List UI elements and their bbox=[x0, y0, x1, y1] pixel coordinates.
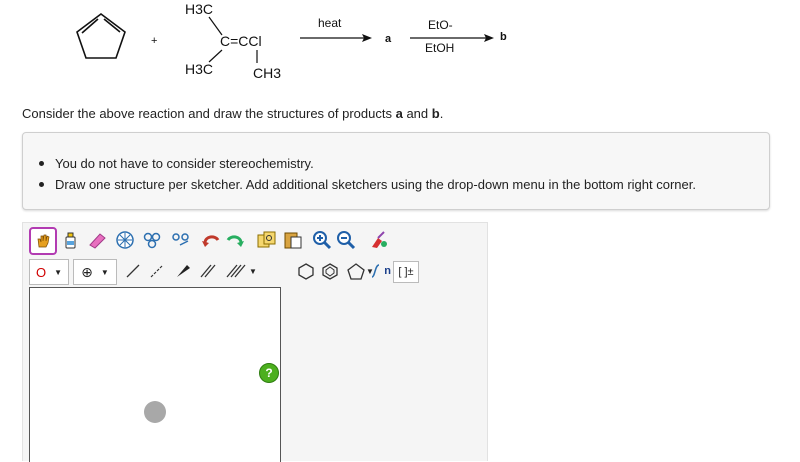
zoom-out-button[interactable] bbox=[335, 229, 357, 251]
zoom-out-icon bbox=[336, 230, 356, 250]
ethanol-label: EtOH bbox=[425, 41, 455, 55]
chevron-down-icon: ▼ bbox=[249, 266, 257, 276]
hexagon-ring-button[interactable] bbox=[295, 261, 317, 281]
benzene-icon bbox=[320, 262, 340, 280]
h3c-top-label: H3C bbox=[185, 1, 214, 17]
zoom-in-icon bbox=[312, 230, 332, 250]
copy-button[interactable] bbox=[255, 229, 279, 251]
benzene-ring-button[interactable] bbox=[319, 261, 341, 281]
redo-button[interactable] bbox=[223, 229, 247, 251]
wedge-bond-button[interactable] bbox=[173, 261, 193, 281]
element-selector[interactable] bbox=[29, 259, 69, 285]
clean-structure-button[interactable] bbox=[367, 229, 391, 251]
repeat-unit-button[interactable] bbox=[369, 261, 391, 281]
triple-bond-icon bbox=[225, 262, 249, 280]
broom-icon bbox=[368, 230, 390, 250]
undo-button[interactable] bbox=[199, 229, 223, 251]
zoom-in-button[interactable] bbox=[311, 229, 333, 251]
bond-cleaner-button[interactable] bbox=[59, 229, 81, 251]
help-button[interactable]: ? bbox=[259, 363, 279, 383]
plus-sign: + bbox=[151, 35, 158, 47]
paste-button[interactable] bbox=[281, 229, 305, 251]
hand-icon bbox=[35, 233, 51, 249]
chevron-down-icon: ▼ bbox=[100, 267, 109, 277]
ring-template-button[interactable] bbox=[113, 229, 137, 251]
eraser-button[interactable] bbox=[85, 229, 109, 251]
pentagon-icon bbox=[346, 262, 366, 280]
h3c-bottom-label: H3C bbox=[185, 61, 214, 77]
ethoxide-label: EtO- bbox=[428, 18, 453, 32]
heat-label: heat bbox=[318, 16, 342, 30]
hexagon-icon bbox=[296, 262, 316, 280]
element-label: O bbox=[35, 264, 47, 280]
instruction-item: You do not have to consider stereochemistry. bbox=[55, 153, 696, 174]
charge-selector[interactable] bbox=[73, 259, 117, 285]
ch3-label: CH3 bbox=[253, 65, 282, 81]
arrow-map-icon bbox=[171, 231, 191, 249]
drawing-canvas[interactable] bbox=[29, 287, 281, 462]
paste-icon bbox=[282, 230, 304, 250]
instruction-item: Draw one structure per sketcher. Add additional sketchers using the drop-down menu in the bottom right corner. bbox=[55, 174, 696, 195]
eraser-icon bbox=[86, 231, 108, 249]
chain-icon bbox=[142, 231, 166, 249]
structure-sketcher bbox=[22, 222, 488, 461]
charge-label: ⊕ bbox=[81, 263, 93, 280]
atom-map-button[interactable] bbox=[141, 229, 167, 251]
bottle-icon bbox=[61, 230, 79, 250]
product-b-label: b bbox=[500, 31, 507, 43]
hashed-bond-icon bbox=[148, 262, 166, 280]
bracket-label: [ ]± bbox=[398, 266, 414, 278]
product-a-label: a bbox=[385, 33, 392, 45]
ring-template-icon bbox=[115, 230, 135, 250]
undo-icon bbox=[201, 231, 221, 249]
double-bond-icon bbox=[198, 262, 218, 280]
double-bond-button[interactable] bbox=[197, 261, 219, 281]
chevron-down-icon: ▼ bbox=[366, 266, 374, 276]
loading-indicator bbox=[144, 401, 166, 423]
triple-bond-dropdown[interactable] bbox=[221, 261, 261, 281]
repeat-unit-icon bbox=[369, 262, 384, 280]
hashed-bond-button[interactable] bbox=[147, 261, 167, 281]
single-bond-icon bbox=[124, 262, 142, 280]
sn-label: n bbox=[384, 265, 391, 277]
hand-tool-button[interactable] bbox=[29, 227, 57, 255]
copy-icon bbox=[256, 230, 278, 250]
single-bond-button[interactable] bbox=[123, 261, 143, 281]
question-text: Consider the above reaction and draw the structures of products a and b. bbox=[22, 106, 444, 121]
reaction-map-button[interactable] bbox=[169, 229, 193, 251]
instructions-box bbox=[22, 132, 770, 210]
chevron-down-icon: ▼ bbox=[54, 267, 63, 277]
bracket-charge-button[interactable] bbox=[393, 261, 419, 283]
wedge-bond-icon bbox=[174, 262, 192, 280]
reaction-scheme bbox=[0, 0, 800, 100]
vinyl-chloride-label: C=CCl bbox=[220, 33, 262, 49]
cyclopentadiene-structure bbox=[77, 14, 125, 58]
redo-icon bbox=[225, 231, 245, 249]
